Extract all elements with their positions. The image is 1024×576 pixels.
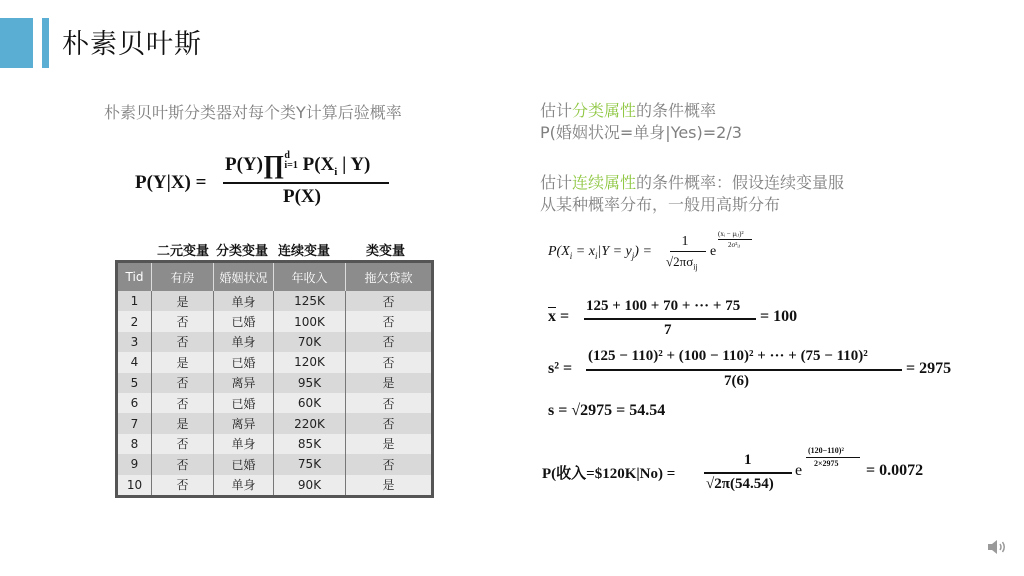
table-cell: 单身 (214, 332, 274, 352)
table-row (117, 291, 433, 311)
table-cell: 是 (152, 413, 214, 433)
table-row (117, 311, 433, 331)
prob-fraction-line (704, 472, 792, 474)
table-row (117, 352, 433, 372)
table-cell: 是 (346, 475, 433, 497)
table-row (117, 454, 433, 474)
speaker-icon[interactable] (986, 538, 1008, 556)
table-cell: 95K (274, 373, 346, 393)
table-cell: 已婚 (214, 311, 274, 331)
table-cell: 是 (346, 373, 433, 393)
mean-denominator: 7 (664, 322, 672, 338)
table-cell: 否 (346, 332, 433, 352)
table-cell: 3 (117, 332, 152, 352)
table-cell: 5 (117, 373, 152, 393)
left-subtitle: 朴素贝叶斯分类器对每个类Y计算后验概率 (104, 103, 402, 122)
table-cell: 离异 (214, 373, 274, 393)
table-header-cell: 婚姻状况 (214, 262, 274, 292)
std-formula: s = √2975 = 54.54 (548, 402, 666, 419)
mean-numerator: 125 + 100 + 70 + ··· + 75 (586, 298, 741, 314)
table-cell: 单身 (214, 434, 274, 454)
prob-numerator: 1 (744, 452, 752, 468)
table-cell: 7 (117, 413, 152, 433)
gaussian-fraction-line (670, 251, 706, 252)
table-cell: 否 (152, 475, 214, 497)
variance-lhs: s² = (548, 360, 573, 377)
mean-fraction-line (584, 318, 756, 320)
gaussian-denominator: $√2\pi\sigma_{ij}$ (666, 254, 698, 272)
table-cell: 220K (274, 413, 346, 433)
prob-exp-numerator: (120−110)² (808, 446, 844, 455)
group-label-categorical: 分类变量 (216, 244, 269, 259)
bayes-fraction-line (223, 182, 389, 184)
variance-numerator: (125 − 110)² + (100 − 110)² + ··· + (75 − 110)² (588, 348, 868, 364)
table-header-row (117, 262, 433, 292)
gaussian-numerator: 1 (681, 234, 689, 249)
gaussian-exp-line (718, 239, 752, 240)
table-cell: 10 (117, 475, 152, 497)
gaussian-exp-denominator: 2σ²ᵢⱼ (728, 241, 741, 249)
prob-denominator: √2π(54.54) (706, 476, 774, 492)
table-cell: 70K (274, 332, 346, 352)
table-cell: 否 (152, 434, 214, 454)
variance-fraction-line (586, 369, 902, 371)
table-cell: 75K (274, 454, 346, 474)
group-label-binary: 二元变量 (157, 244, 210, 259)
table-cell: 是 (346, 434, 433, 454)
training-data-table (115, 260, 434, 498)
mean-result: = 100 (760, 308, 798, 325)
table-cell: 已婚 (214, 454, 274, 474)
table-cell: 120K (274, 352, 346, 372)
prob-lhs: P(收入=$120K|No) = (542, 466, 676, 482)
table-cell: 否 (152, 393, 214, 413)
table-header-cell: 年收入 (274, 262, 346, 292)
table-row (117, 332, 433, 352)
table-cell: 否 (152, 332, 214, 352)
table-cell: 1 (117, 291, 152, 311)
group-label-continuous: 连续变量 (278, 244, 331, 259)
table-header-cell: 有房 (152, 262, 214, 292)
table-cell: 是 (152, 291, 214, 311)
table-cell: 单身 (214, 475, 274, 497)
table-cell: 否 (346, 413, 433, 433)
table-cell: 85K (274, 434, 346, 454)
table-row (117, 434, 433, 454)
continuous-note-line1: 估计连续属性的条件概率：假设连续变量服 (540, 173, 845, 192)
bayes-lhs: P(Y|X) = (135, 172, 207, 193)
table-cell: 100K (274, 311, 346, 331)
table-row (117, 393, 433, 413)
table-cell: 8 (117, 434, 152, 454)
table-cell: 否 (152, 454, 214, 474)
table-cell: 已婚 (214, 393, 274, 413)
categorical-attribute-highlight: 分类属性 (572, 101, 637, 120)
table-cell: 9 (117, 454, 152, 474)
table-cell: 否 (152, 373, 214, 393)
table-cell: 否 (346, 352, 433, 372)
table-cell: 否 (346, 393, 433, 413)
prob-exp-denominator: 2×2975 (814, 459, 839, 468)
table-cell: 否 (346, 311, 433, 331)
bayes-numerator: P(Y)∏d i=1 $P(X_i$ | Y) (225, 150, 371, 179)
table-cell: 否 (152, 311, 214, 331)
table-row (117, 413, 433, 433)
table-cell: 单身 (214, 291, 274, 311)
table-cell: 125K (274, 291, 346, 311)
prob-exp-line (806, 457, 860, 458)
variance-result: = 2975 (906, 360, 952, 377)
gaussian-exp-base: e (710, 244, 717, 259)
gaussian-lhs: $P(X_i = x_i|Y = y_j)$ = (548, 244, 652, 261)
table-cell: 是 (152, 352, 214, 372)
continuous-attribute-highlight: 连续属性 (572, 173, 637, 192)
table-cell: 2 (117, 311, 152, 331)
mean-lhs: $\overline{x}$ = (548, 308, 570, 325)
table-cell: 90K (274, 475, 346, 497)
table-cell: 60K (274, 393, 346, 413)
table-cell: 已婚 (214, 352, 274, 372)
table-cell: 否 (346, 454, 433, 474)
table-header-cell: Tid (117, 262, 152, 292)
table-cell: 离异 (214, 413, 274, 433)
prob-exp-base: e (795, 462, 803, 479)
table-cell: 否 (346, 291, 433, 311)
prob-result: = 0.0072 (866, 462, 924, 479)
page-title: 朴素贝叶斯 (62, 29, 202, 60)
group-label-class: 类变量 (366, 244, 406, 259)
table-row (117, 373, 433, 393)
table-row (117, 475, 433, 497)
variance-denominator: 7(6) (724, 373, 749, 389)
header-accent-stripe (42, 18, 49, 68)
header-accent-bar (0, 18, 33, 68)
table-header-cell: 拖欠贷款 (346, 262, 433, 292)
gaussian-exp-numerator: (xᵢ − μᵢⱼ)² (718, 230, 744, 238)
continuous-note-line2: 从某种概率分布，一般用高斯分布 (540, 195, 781, 214)
categorical-note-line1: 估计分类属性的条件概率 (540, 101, 717, 120)
categorical-note-line2: P(婚姻状况=单身|Yes)=2/3 (540, 123, 742, 142)
table-cell: 6 (117, 393, 152, 413)
bayes-denominator: P(X) (283, 186, 321, 207)
table-cell: 4 (117, 352, 152, 372)
